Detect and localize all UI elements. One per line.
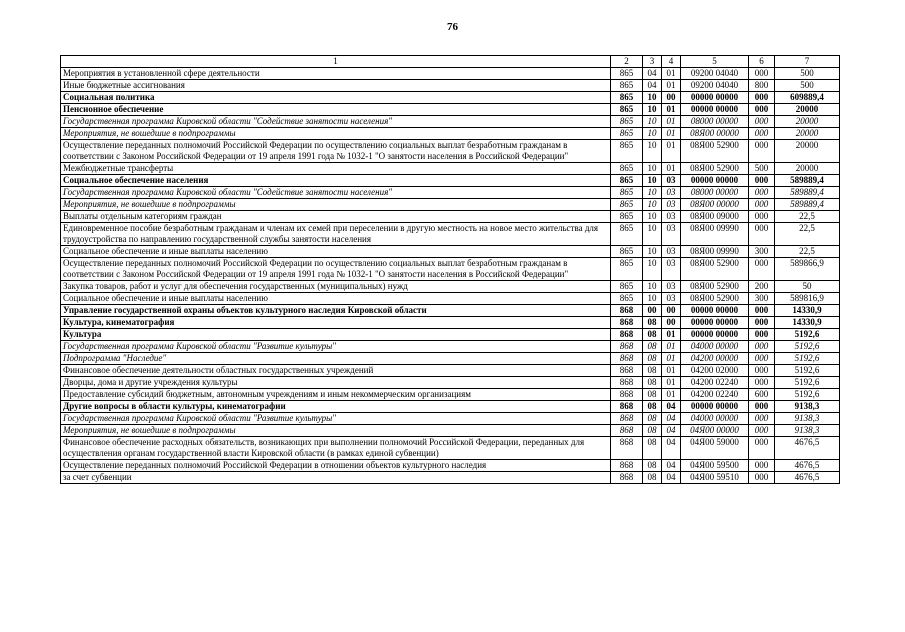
row-col7-amount: 4676,5 (775, 472, 840, 484)
row-col5-target: 00000 00000 (681, 305, 749, 317)
row-col3-section: 00 (643, 305, 662, 317)
row-col6-type: 800 (749, 80, 775, 92)
row-col4-subsection: 00 (662, 305, 681, 317)
row-col3-section: 10 (643, 175, 662, 187)
row-col5-target: 04200 02240 (681, 377, 749, 389)
row-name: Государственная программа Кировской области "Развитие культуры" (61, 341, 611, 353)
row-name: Культура, кинематография (61, 317, 611, 329)
table-row (61, 128, 840, 140)
row-col7-amount: 22,5 (775, 246, 840, 258)
row-col4-subsection: 00 (662, 317, 681, 329)
row-col7-amount: 14330,9 (775, 317, 840, 329)
row-col2-code: 865 (611, 68, 643, 80)
row-name: Социальное обеспечение и иные выплаты населению (61, 293, 611, 305)
row-col6-type: 000 (749, 211, 775, 223)
row-name: Пенсионное обеспечение (61, 104, 611, 116)
row-col6-type: 000 (749, 187, 775, 199)
row-col6-type: 500 (749, 163, 775, 175)
row-col5-target: 00000 00000 (681, 401, 749, 413)
row-col6-type: 000 (749, 425, 775, 437)
row-col6-type: 300 (749, 293, 775, 305)
row-name: Финансовое обеспечение деятельности областных государственных учреждений (61, 365, 611, 377)
row-col5-target: 08Я00 52900 (681, 163, 749, 175)
row-col5-target: 08Я00 09000 (681, 211, 749, 223)
row-col7-amount: 609889,4 (775, 92, 840, 104)
row-col6-type: 000 (749, 437, 775, 460)
table-row (61, 353, 840, 365)
row-col7-amount: 589889,4 (775, 175, 840, 187)
row-name: Другие вопросы в области культуры, кинематографии (61, 401, 611, 413)
column-header-6: 6 (749, 56, 775, 68)
row-col2-code: 868 (611, 425, 643, 437)
row-col6-type: 000 (749, 353, 775, 365)
row-name: Мероприятия, не вошедшие в подпрограммы (61, 128, 611, 140)
row-col7-amount: 5192,6 (775, 389, 840, 401)
row-col3-section: 08 (643, 377, 662, 389)
row-col6-type: 000 (749, 258, 775, 281)
row-col2-code: 865 (611, 211, 643, 223)
row-col7-amount: 9138,3 (775, 425, 840, 437)
row-col3-section: 08 (643, 437, 662, 460)
row-col3-section: 10 (643, 163, 662, 175)
table-row (61, 199, 840, 211)
row-col7-amount: 22,5 (775, 211, 840, 223)
row-col5-target: 00000 00000 (681, 317, 749, 329)
row-name: Государственная программа Кировской области "Содействие занятости населения" (61, 187, 611, 199)
table-row (61, 329, 840, 341)
row-col2-code: 868 (611, 401, 643, 413)
row-col6-type: 000 (749, 365, 775, 377)
row-col5-target: 04Я00 59500 (681, 460, 749, 472)
row-col2-code: 865 (611, 80, 643, 92)
row-col3-section: 10 (643, 199, 662, 211)
row-col6-type: 000 (749, 413, 775, 425)
row-name: Государственная программа Кировской области "Развитие культуры" (61, 413, 611, 425)
row-col7-amount: 5192,6 (775, 353, 840, 365)
table-row (61, 305, 840, 317)
row-col7-amount: 14330,9 (775, 305, 840, 317)
row-col5-target: 04000 00000 (681, 341, 749, 353)
row-col3-section: 10 (643, 128, 662, 140)
row-col6-type: 000 (749, 140, 775, 163)
row-name: Мероприятия в установленной сфере деятельности (61, 68, 611, 80)
row-col2-code: 868 (611, 317, 643, 329)
row-col2-code: 865 (611, 281, 643, 293)
table-row (61, 163, 840, 175)
row-col5-target: 04200 02240 (681, 389, 749, 401)
row-col7-amount: 5192,6 (775, 377, 840, 389)
row-name: Дворцы, дома и другие учреждения культуры (61, 377, 611, 389)
row-col5-target: 08000 00000 (681, 116, 749, 128)
row-name: Государственная программа Кировской области "Содействие занятости населения" (61, 116, 611, 128)
table-row (61, 425, 840, 437)
row-col4-subsection: 03 (662, 187, 681, 199)
row-col3-section: 10 (643, 258, 662, 281)
row-name: Финансовое обеспечение расходных обязательств, возникающих при выполнении полномочий Российской Федерации, переданных для осуществления органам государственной власти Кировской области (в рамках единой субвенции) (61, 437, 611, 460)
row-col4-subsection: 01 (662, 128, 681, 140)
row-col5-target: 09200 04040 (681, 68, 749, 80)
table-row (61, 104, 840, 116)
row-col4-subsection: 01 (662, 68, 681, 80)
row-col4-subsection: 01 (662, 341, 681, 353)
row-col2-code: 865 (611, 163, 643, 175)
row-col5-target: 04Я00 59000 (681, 437, 749, 460)
budget-table (60, 55, 840, 484)
row-col3-section: 10 (643, 293, 662, 305)
row-col2-code: 865 (611, 175, 643, 187)
row-col6-type: 200 (749, 281, 775, 293)
row-name: Осуществление переданных полномочий Российской Федерации в отношении объектов культурного наследия (61, 460, 611, 472)
row-col7-amount: 4676,5 (775, 437, 840, 460)
row-col3-section: 08 (643, 472, 662, 484)
row-col5-target: 00000 00000 (681, 104, 749, 116)
row-col3-section: 08 (643, 353, 662, 365)
row-col4-subsection: 03 (662, 211, 681, 223)
row-col5-target: 04200 02000 (681, 365, 749, 377)
row-col4-subsection: 03 (662, 175, 681, 187)
row-name: Управление государственной охраны объектов культурного наследия Кировской области (61, 305, 611, 317)
row-col3-section: 08 (643, 317, 662, 329)
row-col2-code: 865 (611, 293, 643, 305)
row-name: Социальная политика (61, 92, 611, 104)
row-col3-section: 08 (643, 365, 662, 377)
row-col3-section: 04 (643, 68, 662, 80)
row-col2-code: 868 (611, 389, 643, 401)
row-col6-type: 000 (749, 305, 775, 317)
row-col4-subsection: 03 (662, 293, 681, 305)
row-col6-type: 000 (749, 175, 775, 187)
row-col7-amount: 20000 (775, 116, 840, 128)
row-col5-target: 08Я00 52900 (681, 293, 749, 305)
row-col7-amount: 9138,3 (775, 413, 840, 425)
row-col4-subsection: 04 (662, 460, 681, 472)
row-name: Подпрограмма "Наследие" (61, 353, 611, 365)
table-row (61, 377, 840, 389)
row-col2-code: 865 (611, 223, 643, 246)
row-col2-code: 868 (611, 305, 643, 317)
column-header-5: 5 (681, 56, 749, 68)
row-col3-section: 08 (643, 413, 662, 425)
row-col3-section: 10 (643, 281, 662, 293)
row-col7-amount: 50 (775, 281, 840, 293)
row-col5-target: 09200 04040 (681, 80, 749, 92)
row-name: Осуществление переданных полномочий Российской Федерации по осуществлению социальных выплат безработным гражданам в соответствии с Законом Российской Федерации от 19 апреля 1991 года № 1032-1 "О занятости населения в Российской Федерации" (61, 258, 611, 281)
row-col5-target: 08000 00000 (681, 187, 749, 199)
row-col6-type: 300 (749, 246, 775, 258)
row-col3-section: 08 (643, 460, 662, 472)
row-col2-code: 868 (611, 413, 643, 425)
row-name: Культура (61, 329, 611, 341)
row-col3-section: 10 (643, 116, 662, 128)
row-col2-code: 865 (611, 104, 643, 116)
row-col3-section: 10 (643, 187, 662, 199)
row-col7-amount: 22,5 (775, 223, 840, 246)
row-col4-subsection: 03 (662, 223, 681, 246)
row-col4-subsection: 01 (662, 365, 681, 377)
row-col4-subsection: 01 (662, 104, 681, 116)
row-name: Мероприятия, не вошедшие в подпрограммы (61, 425, 611, 437)
row-col5-target: 08Я00 52900 (681, 258, 749, 281)
row-col7-amount: 20000 (775, 140, 840, 163)
row-col2-code: 865 (611, 246, 643, 258)
row-col5-target: 04200 00000 (681, 353, 749, 365)
row-col4-subsection: 00 (662, 92, 681, 104)
row-name: за счет субвенции (61, 472, 611, 484)
row-col7-amount: 589816,9 (775, 293, 840, 305)
row-col3-section: 10 (643, 223, 662, 246)
table-row (61, 116, 840, 128)
row-name: Межбюджетные трансферты (61, 163, 611, 175)
table-row (61, 389, 840, 401)
row-col2-code: 868 (611, 341, 643, 353)
row-col6-type: 000 (749, 329, 775, 341)
row-col5-target: 08Я00 52900 (681, 140, 749, 163)
row-col4-subsection: 03 (662, 199, 681, 211)
table-row (61, 293, 840, 305)
row-col2-code: 868 (611, 353, 643, 365)
row-col2-code: 868 (611, 365, 643, 377)
row-name: Мероприятия, не вошедшие в подпрограммы (61, 199, 611, 211)
row-col3-section: 08 (643, 341, 662, 353)
table-row (61, 211, 840, 223)
row-col3-section: 10 (643, 104, 662, 116)
row-name: Выплаты отдельным категориям граждан (61, 211, 611, 223)
row-col2-code: 865 (611, 128, 643, 140)
row-col7-amount: 500 (775, 80, 840, 92)
row-col5-target: 08Я00 09990 (681, 223, 749, 246)
row-col4-subsection: 04 (662, 472, 681, 484)
table-row (61, 472, 840, 484)
row-col6-type: 000 (749, 223, 775, 246)
row-col3-section: 08 (643, 401, 662, 413)
row-col4-subsection: 01 (662, 116, 681, 128)
row-col7-amount: 589889,4 (775, 187, 840, 199)
row-col2-code: 868 (611, 472, 643, 484)
table-row (61, 341, 840, 353)
row-name: Единовременное пособие безработным гражданам и членам их семей при переселении в другую местность на новое место жительства для трудоустройства по направлению государственной службы занятости населения (61, 223, 611, 246)
row-col3-section: 10 (643, 92, 662, 104)
row-name: Закупка товаров, работ и услуг для обеспечения государственных (муниципальных) нужд (61, 281, 611, 293)
row-col2-code: 865 (611, 92, 643, 104)
row-name: Осуществление переданных полномочий Российской Федерации по осуществлению социальных выплат безработным гражданам в соответствии с Законом Российской Федерации от 19 апреля 1991 года № 1032-1 "О занятости населения в Российской Федерации" (61, 140, 611, 163)
row-col2-code: 865 (611, 199, 643, 211)
row-col2-code: 865 (611, 116, 643, 128)
row-col4-subsection: 01 (662, 353, 681, 365)
table-row (61, 223, 840, 246)
row-col2-code: 865 (611, 187, 643, 199)
row-col7-amount: 5192,6 (775, 341, 840, 353)
column-header-1: 1 (61, 56, 611, 68)
table-row (61, 460, 840, 472)
row-name: Социальное обеспечение населения (61, 175, 611, 187)
row-col4-subsection: 01 (662, 140, 681, 163)
row-col3-section: 10 (643, 211, 662, 223)
row-col7-amount: 20000 (775, 163, 840, 175)
table-row (61, 365, 840, 377)
row-col4-subsection: 04 (662, 401, 681, 413)
table-row (61, 258, 840, 281)
row-col4-subsection: 03 (662, 281, 681, 293)
table-row (61, 281, 840, 293)
row-col5-target: 04Я00 00000 (681, 425, 749, 437)
row-col3-section: 04 (643, 80, 662, 92)
row-col2-code: 865 (611, 258, 643, 281)
row-col6-type: 000 (749, 377, 775, 389)
row-col2-code: 868 (611, 460, 643, 472)
row-col7-amount: 5192,6 (775, 365, 840, 377)
row-col6-type: 600 (749, 389, 775, 401)
row-col6-type: 000 (749, 68, 775, 80)
row-col3-section: 10 (643, 140, 662, 163)
row-col6-type: 000 (749, 116, 775, 128)
table-row (61, 437, 840, 460)
row-col4-subsection: 01 (662, 329, 681, 341)
row-col4-subsection: 01 (662, 389, 681, 401)
table-row (61, 246, 840, 258)
row-col4-subsection: 04 (662, 425, 681, 437)
row-col6-type: 000 (749, 460, 775, 472)
row-col4-subsection: 04 (662, 437, 681, 460)
table-row (61, 80, 840, 92)
row-name: Предоставление субсидий бюджетным, автономным учреждениям и иным некоммерческим организациям (61, 389, 611, 401)
row-col7-amount: 5192,6 (775, 329, 840, 341)
table-header-row (61, 56, 840, 68)
column-header-7: 7 (775, 56, 840, 68)
table-row (61, 140, 840, 163)
row-col4-subsection: 03 (662, 246, 681, 258)
row-col4-subsection: 03 (662, 258, 681, 281)
row-col4-subsection: 01 (662, 163, 681, 175)
row-col7-amount: 20000 (775, 104, 840, 116)
row-col7-amount: 9138,3 (775, 401, 840, 413)
row-col2-code: 865 (611, 140, 643, 163)
column-header-3: 3 (643, 56, 662, 68)
row-col5-target: 08Я00 00000 (681, 199, 749, 211)
table-row (61, 175, 840, 187)
table-row (61, 401, 840, 413)
row-col7-amount: 4676,5 (775, 460, 840, 472)
table-row (61, 413, 840, 425)
row-col5-target: 04000 00000 (681, 413, 749, 425)
row-name: Социальное обеспечение и иные выплаты населению (61, 246, 611, 258)
row-col2-code: 868 (611, 437, 643, 460)
table-row (61, 92, 840, 104)
row-col6-type: 000 (749, 199, 775, 211)
page-number: 76 (447, 21, 458, 33)
row-col3-section: 08 (643, 389, 662, 401)
row-col7-amount: 500 (775, 68, 840, 80)
row-col3-section: 08 (643, 425, 662, 437)
row-col2-code: 868 (611, 329, 643, 341)
table-row (61, 187, 840, 199)
row-col6-type: 000 (749, 401, 775, 413)
row-col5-target: 08Я00 52900 (681, 281, 749, 293)
row-name: Иные бюджетные ассигнования (61, 80, 611, 92)
row-col6-type: 000 (749, 104, 775, 116)
row-col5-target: 00000 00000 (681, 175, 749, 187)
row-col3-section: 10 (643, 246, 662, 258)
row-col3-section: 08 (643, 329, 662, 341)
table-row (61, 317, 840, 329)
row-col6-type: 000 (749, 92, 775, 104)
row-col5-target: 00000 00000 (681, 329, 749, 341)
row-col5-target: 00000 00000 (681, 92, 749, 104)
row-col6-type: 000 (749, 341, 775, 353)
row-col5-target: 08Я00 00000 (681, 128, 749, 140)
row-col6-type: 000 (749, 128, 775, 140)
row-col4-subsection: 04 (662, 413, 681, 425)
row-col4-subsection: 01 (662, 80, 681, 92)
row-col4-subsection: 01 (662, 377, 681, 389)
row-col7-amount: 589866,9 (775, 258, 840, 281)
row-col5-target: 08Я00 09990 (681, 246, 749, 258)
table-row (61, 68, 840, 80)
row-col7-amount: 20000 (775, 128, 840, 140)
row-col6-type: 000 (749, 472, 775, 484)
row-col2-code: 868 (611, 377, 643, 389)
column-header-2: 2 (611, 56, 643, 68)
row-col7-amount: 589889,4 (775, 199, 840, 211)
column-header-4: 4 (662, 56, 681, 68)
row-col5-target: 04Я00 59510 (681, 472, 749, 484)
row-col6-type: 000 (749, 317, 775, 329)
